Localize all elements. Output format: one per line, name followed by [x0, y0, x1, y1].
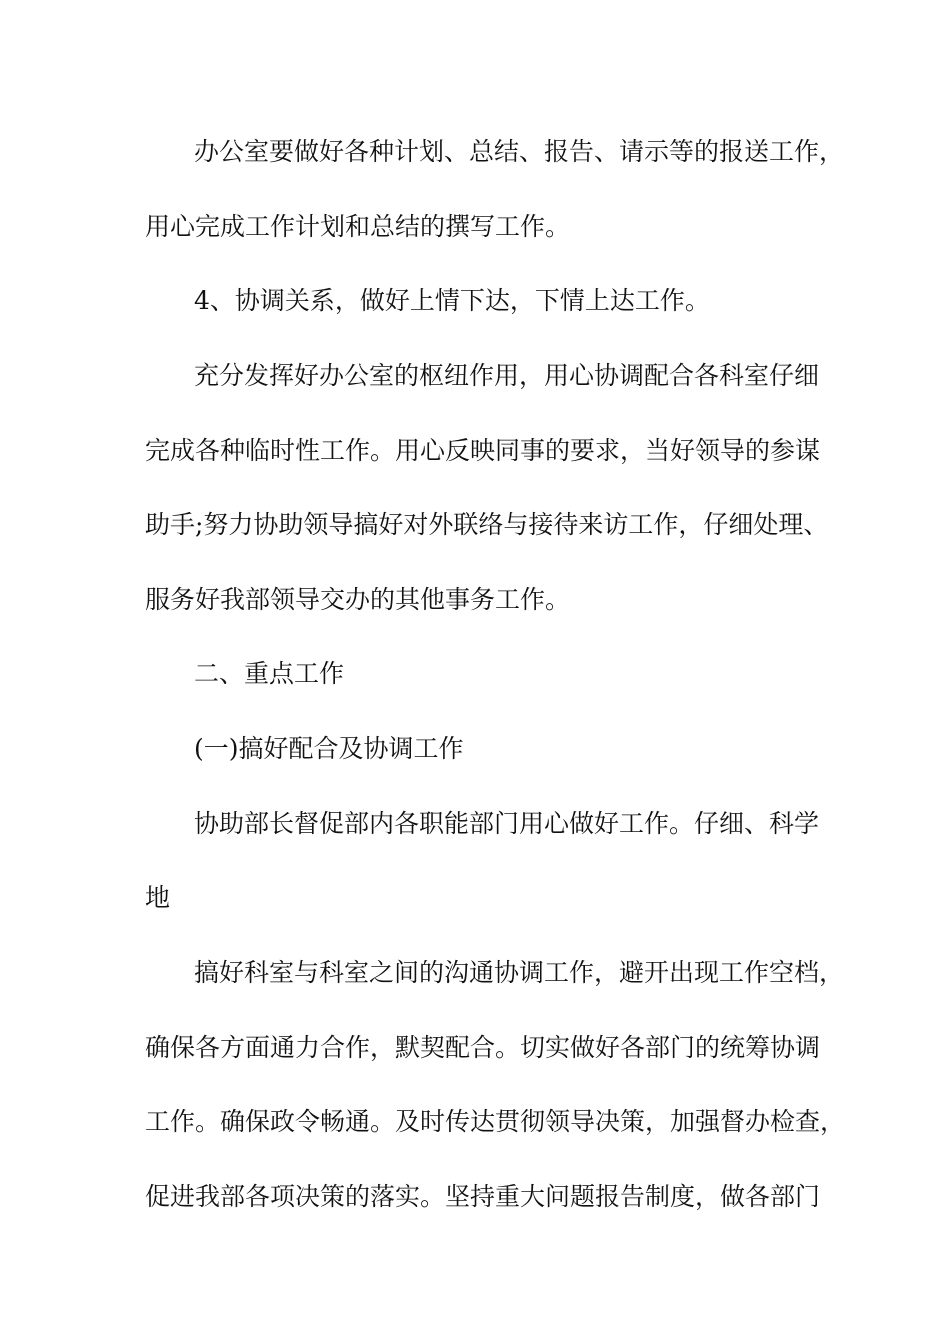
paragraph-line: 完成各种临时性工作。用心反映同事的要求，当好领导的参谋 [145, 436, 821, 465]
paragraph-line: 确保各方面通力合作，默契配合。切实做好各部门的统筹协调 [145, 1033, 821, 1062]
paragraph-line: 工作。确保政令畅通。及时传达贯彻领导决策，加强督办检查， [145, 1107, 846, 1136]
paragraph-line: 服务好我部领导交办的其他事务工作。 [145, 585, 571, 614]
list-item-heading: 4、协调关系，做好上情下达，下情上达工作。 [194, 286, 710, 315]
paragraph-line: 助手;努力协助领导搞好对外联络与接待来访工作，仔细处理、 [145, 510, 829, 539]
paragraph-line: 充分发挥好办公室的枢纽作用，用心协调配合各科室仔细 [194, 361, 820, 390]
paragraph-line: 搞好科室与科室之间的沟通协调工作，避开出现工作空档， [194, 958, 845, 987]
paragraph-line: 协助部长督促部内各职能部门用心做好工作。仔细、科学 [194, 809, 820, 838]
paragraph-line: 地 [145, 883, 171, 912]
paragraph-line: 用心完成工作计划和总结的撰写工作。 [145, 212, 571, 241]
section-heading: 二、重点工作 [194, 659, 345, 688]
paragraph-line: 促进我部各项决策的落实。坚持重大问题报告制度，做各部门 [145, 1182, 821, 1211]
paragraph-line: 办公室要做好各种计划、总结、报告、请示等的报送工作， [194, 137, 845, 166]
subsection-heading: (一)搞好配合及协调工作 [194, 734, 464, 763]
